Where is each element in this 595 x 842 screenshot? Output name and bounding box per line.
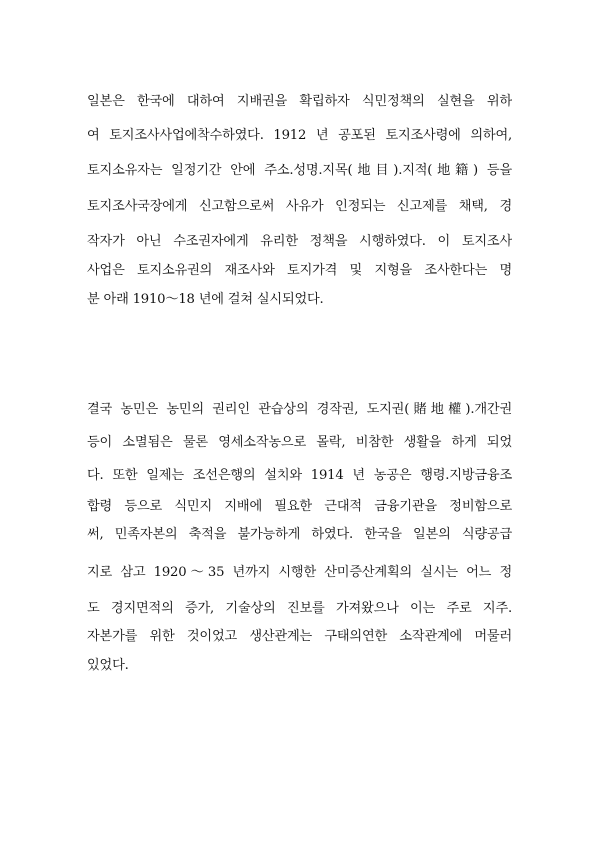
paragraph-2-line-2: 등이 소멸됨은 물론 영세소작농으로 몰락, 비참한 생활을 하게 되었: [87, 435, 512, 450]
paragraph-2-line-3: 다. 또한 일제는 조선은행의 설치와 1914 년 농공은 행령.지방금융조: [87, 468, 512, 483]
paragraph-2-line-5: 써, 민족자본의 축적을 불가능하게 하였다. 한국을 일본의 식량공급: [87, 527, 512, 542]
paragraph-1-line-1: 일본은 한국에 대하여 지배권을 확립하자 식민정책의 실현을 위하: [87, 94, 512, 109]
paragraph-1-line-7: 분 아래 1910～18 년에 걸쳐 실시되었다.: [87, 292, 324, 307]
paragraph-2-line-1: 결국 농민은 농민의 권리인 관습상의 경작권, 도지권(賭地權).개간권: [87, 402, 512, 417]
paragraph-2-line-7: 도 경지면적의 증가, 기술상의 진보를 가져왔으나 이는 주로 지주.: [87, 601, 512, 616]
paragraph-2-line-9: 있었다.: [87, 658, 129, 673]
paragraph-2-line-4: 합령 등으로 식민지 지배에 필요한 근대적 금융기관을 정비함으로: [87, 499, 512, 514]
paragraph-1-line-3: 토지소유자는 일정기간 안에 주소.성명.지목(地目).지적(地籍) 등을: [87, 163, 512, 178]
paragraph-1-line-6: 사업은 토지소유권의 재조사와 토지가격 및 지형을 조사한다는 명: [87, 263, 512, 278]
paragraph-2-line-8: 자본가를 위한 것이었고 생산관계는 구태의연한 소작관계에 머물러: [87, 629, 512, 644]
paragraph-2-line-6: 지로 삼고 1920～35 년까지 시행한 산미증산계획의 실시는 어느 정: [87, 565, 512, 580]
paragraph-1-line-4: 토지조사국장에게 신고함으로써 사유가 인정되는 신고제를 채택, 경: [87, 199, 512, 214]
paragraph-1-line-2: 여 토지조사사업에착수하였다. 1912 년 공포된 토지조사령에 의하여,: [87, 128, 512, 143]
paragraph-1-line-5: 작자가 아닌 수조권자에게 유리한 정책을 시행하였다. 이 토지조사: [87, 234, 512, 249]
